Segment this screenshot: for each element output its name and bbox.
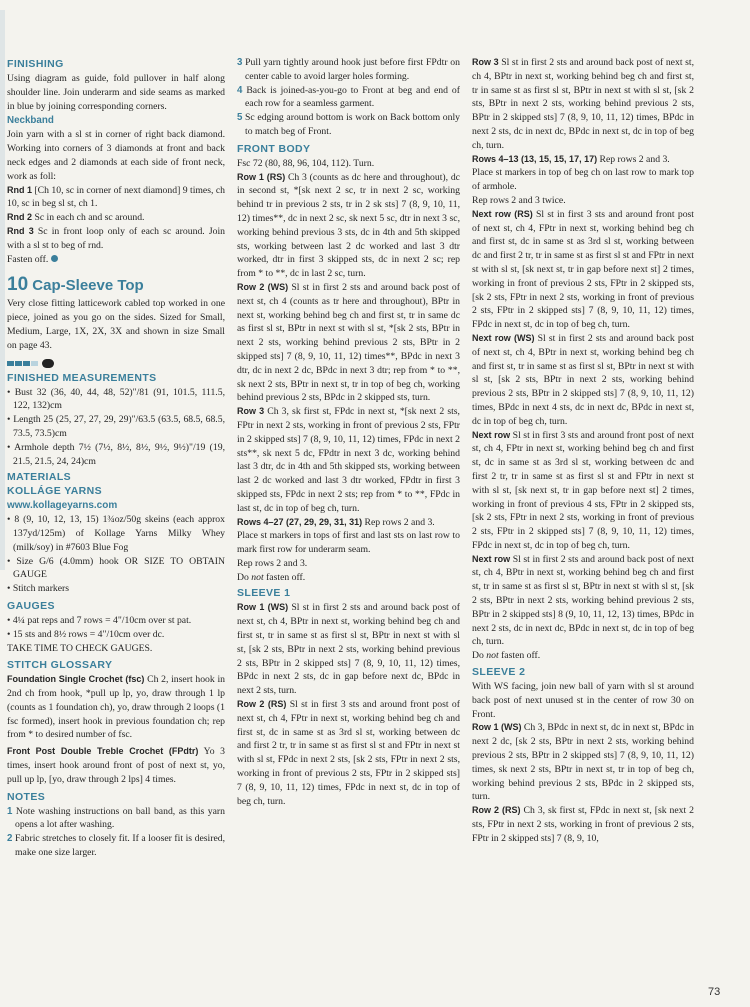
materials-brand: KOLLÁGE YARNS (7, 485, 103, 498)
front-do-not-fasten: Do not fasten off. (237, 571, 306, 583)
note-3: 3 Pull yarn tightly around hook just before first FPdtr on center cable to avoid larger holes forming. (237, 57, 460, 82)
front-rep: Rep rows 2 and 3. (237, 557, 308, 569)
measure-length: • Length 25 (25, 27, 27, 29, 29)"/63.5 (63.5, 68.5, 68.5, 73.5, 73.5)cm (7, 414, 225, 439)
front-body-heading: FRONT BODY (237, 142, 311, 155)
stitch-glossary-heading: STITCH GLOSSARY (7, 659, 113, 672)
page-number: 73 (708, 986, 721, 998)
sleeve1-next-ws: Next row (WS) Sl st in first 2 sts and around back post of next st, ch 4, BPtr in next st, working behind beg ch and first st, tr in same st as first sl st, BPtr in next st with sl st, [sk 2 sts, BPtr in next 2 sts, working behind previous 2 sts, BPtr in 2 skipped sts] 7 (8, 9, 10, 11, 12) times, BPdc in next 4 sts, dc in next dc, BPdc in next st, dc in top of beg ch, turn. (472, 332, 694, 427)
neckband-rnd2: Rnd 2 Sc in each ch and sc around. (7, 212, 145, 224)
gauge-pattern: • 4¼ pat reps and 7 rows = 4"/10cm over st pat. (7, 614, 192, 626)
gauges-heading: GAUGES (7, 599, 55, 612)
sleeve1-rep: Rep rows 2 and 3 twice. (472, 194, 566, 206)
sleeve2-intro: With WS facing, join new ball of yarn with sl st around back post of next unused st in the center of row 30 on Front. (472, 681, 694, 720)
skill-bar-icon (7, 361, 14, 366)
glossary-fsc: Foundation Single Crochet (fsc) Ch 2, insert hook in 2nd ch from hook, *pull up lp, yo, draw through 1 lp (counts as 1 foundation ch), yo, draw through 2 loops (1 fsc formed), insert hook in previous foundation ch; rep from * to desired number of fsc. (7, 674, 225, 741)
page-edge-strip (0, 10, 5, 570)
neckband-rnd1: Rnd 1 [Ch 10, sc in corner of next diamond] 9 times, ch 10, sc in beg sl st, ch 1. (7, 184, 225, 210)
skill-level-indicator (7, 357, 225, 366)
pattern-title: 10 Cap-Sleeve Top (7, 274, 144, 296)
finishing-text: Using diagram as guide, fold pullover in half along shoulder line. Join underarm and side seams as marked in blue by joining corresponding corners. (7, 73, 225, 112)
pattern-intro: Very close fitting latticework cabled top worked in one piece, joined as you go on the sides. Sized for Small, Medium, Large, 1X, 2X, 3X and shown in size Small on page 43. (7, 298, 225, 351)
glossary-fpdtr: Front Post Double Treble Crochet (FPdtr) Yo 3 times, insert hook around front of post of next st, yo, pull up lp, [yo, draw through 2 lps] 4 times. (7, 746, 225, 785)
sleeve1-next-row-2: Next row Sl st in first 2 sts and around back post of next st, ch 4, BPtr in next st, working behind beg ch and first st, tr in same st as first sl st, BPtr in next st with sl st, [sk 2 sts, BPtr in next 2 sts, working behind previous 2 sts, BPtr in 2 skipped sts] 8 (9, 10, 11, 12, 13) times, BPdc in next 2 sts, dc in next dc, BPdc in next st, dc in top of beg ch, turn. (472, 553, 694, 648)
note-1: 1 Note washing instructions on ball band, as this yarn opens a lot after washing. (7, 805, 226, 831)
neckband-heading: Neckband (7, 115, 54, 127)
notes-heading: NOTES (7, 790, 46, 803)
sleeve2-row-1: Row 1 (WS) Ch 3, BPdc in next st, dc in next st, BPdc in next 2 dc, [sk 2 sts, BPtr in next 2 sts, working behind previous 2 sts, BPtr in 2 skipped sts] 7 (8, 9, 10, 11, 12) times, sk next 2 sts, BPtr in next st, tr in top of beg ch, working behind previous 2 sts, BPdc in 2 skipped sts, turn. (472, 722, 694, 803)
skill-bar-icon (31, 361, 38, 366)
finishing-heading: FINISHING (7, 58, 64, 70)
sleeve-1-heading: SLEEVE 1 (237, 587, 291, 600)
front-row-2: Row 2 (WS) Sl st in first 2 sts and around back post of next st, ch 4 (counts as tr here and throughout), BPtr in next st, working behind beg ch and first st, tr in same dc as first sl st, BPtr in next st with sl st, *[sk 2 sts, BPtr in next 2 sts, working behind previous 2 sts, BPtr in 2 skipped sts] 7 (8, 9, 10, 11, 12) times**, BPdc in next 3 dtr, dc in next 2 dc, BPdc in next 3 dtr; rep from * to **, sk next 2 sts, BPtr in next st, tr in top of beg ch, working behind previous 2 sts, BPdc in 2 skipped sts, turn. (237, 281, 461, 404)
front-row-1: Row 1 (RS) Ch 3 (counts as dc here and throughout), dc in second st, *[sk next 2 sc, tr in next 2 sc, working behind tr in previous 2 sts, tr in 2 sk sts] 7 (8, 9, 10, 11, 12) times**, dc in next 2 sc, sk next 5 sc, dtr in next 3 sc, working behind previous 3 sts, dc in 4th and 5th skipped sts, working between last 2 dc worked and last 3 dtr worked, dtr in first 3 skipped sts, dc in next 2 sc; rep from * to **, dc in last 2 sc, turn. (237, 171, 460, 280)
neckband-fasten: Fasten off. (7, 253, 225, 267)
sleeve1-row-3: Row 3 Sl st in first 2 sts and around back post of next st, ch 4, BPtr in next st, working behind beg ch and first st, tr in same st as first sl st, BPtr in next st with sl st, [sk 2 sts, BPtr in next 2 sts, working behind previous 2 sts, BPtr in 2 skipped sts] 7 (8, 9, 10, 11, 12) times, BPdc in next 2 sts, dc in next dc, BPdc in next st, dc in top of beg ch, turn. (472, 57, 694, 151)
materials-url[interactable]: www.kollageyarns.com (7, 500, 118, 512)
sleeve-2-heading: SLEEVE 2 (472, 666, 526, 679)
sleeve1-next-row: Next row Sl st in first 3 sts and around front post of next st, ch 4, FPtr in next st, working behind beg ch and first st, dc in same st as 3rd sl st, working between dc and first 2 tr, tr in same st as first sl st and FPtr in next st with sl st, [sk next st, tr in gap before next st] 2 times, working in front of previous 4 sts, FPtr in 2 skipped sts, [sk 2 sts, FPtr in next 2 sts, working in front of previous 2 sts, FPtr in 2 skipped sts] 7 (8, 9, 10, 11, 12) times, FPdc in next st, dc in top of beg ch, turn. (472, 429, 695, 551)
note-4: 4 Back is joined-as-you-go to Front at beg and end of each row for a seamless garment. (237, 84, 460, 110)
sleeve1-row-2: Row 2 (RS) Sl st in first 3 sts and around front post of next st, ch 4, FPtr in next st, working behind beg ch and first st, dc in same st as 3rd sl st, working between dc and first 2 tr, tr in same st as first sl st and FPtr in next st with sl st, FPdc in next 2 sts, [sk 2 sts, FPtr in next 2 sts, working in front of previous 2 sts, FPtr in 2 skipped sts] 7 (8, 9, 10, 11, 12) times, FPdc in next st, dc in top of beg ch, turn. (237, 699, 460, 807)
materials-heading: MATERIALS (7, 471, 72, 484)
sleeve1-row-1: Row 1 (WS) Sl st in first 2 sts and around back post of next st, ch 4, BPtr in next st, working behind beg ch and first st, tr in same st as first sl st, BPtr in next st with sl st, [sk 2 sts, BPtr in next 2 sts, working behind previous 2 sts, BPtr in 2 skipped sts] 7 (8, 9, 10, 11, 12) times, BPdc in next 2 sts, dc in gap before next dc, BPdc in next 2 sts, turn. (237, 602, 461, 697)
skill-bar-icon (23, 361, 30, 366)
measure-bust: • Bust 32 (36, 40, 44, 48, 52)"/81 (91, 101.5, 111.5, 122, 132)cm (7, 386, 225, 412)
sleeve1-rows-4-13: Rows 4–13 (13, 15, 15, 17, 17) Rep rows 2 and 3. (472, 153, 670, 165)
column-2 (237, 56, 460, 808)
front-rows-4-27: Rows 4–27 (27, 29, 29, 31, 31) Rep rows 2 and 3. (237, 516, 435, 528)
measure-armhole: • Armhole depth 7½ (7½, 8½, 8½, 9½, 9½)"/19 (19, 21.5, 21.5, 24, 24)cm (7, 441, 225, 467)
neckband-rnd3: Rnd 3 Sc in front loop only of each sc around. Join with a sl st to beg of rnd. (7, 225, 225, 251)
yarn-weight-icon (42, 359, 54, 368)
material-markers: • Stitch markers (7, 583, 70, 595)
column-3 (472, 56, 694, 846)
gauge-dc: • 15 sts and 8½ rows = 4"/10cm over dc. (7, 628, 165, 640)
finished-measurements-heading: FINISHED MEASUREMENTS (7, 371, 157, 384)
skill-bar-icon (15, 361, 22, 366)
neckband-text: Join yarn with a sl st in corner of right back diamond. Working into corners of 3 diamonds at front and back neck edges and 2 diamonds at each side of front neck, work as foll: (7, 129, 225, 182)
sleeve1-do-not-fasten: Do not fasten off. (472, 650, 541, 662)
column-1 (7, 56, 225, 860)
sleeve1-next-rs: Next row (RS) Sl st in first 3 sts and around front post of next st, ch 4, FPtr in next st, working behind beg ch and first st, dc in same st as 3rd sl st, working between dc and first 2 tr, tr in same st as first sl st and FPtr in next st with sl st, [sk next st, tr in gap before next st] 2 times, working in front of previous 2 sts, FPtr in 2 skipped sts, [sk 2 sts, FPtr in next 2 sts, working in front of previous 2 sts, FPtr in 2 skipped sts] 7 (8, 9, 10, 11, 12) times, FPdc in next st, dc in top of beg ch, turn. (472, 208, 694, 331)
sleeve1-markers: Place st markers in top of beg ch on last row to mark top of armhole. (472, 167, 694, 193)
material-yarn: • 8 (9, 10, 12, 13, 15) 1¾oz/50g skeins (each approx 137yd/125m) of Kollage Yarns Milky Whey (milk/soy) in #7603 Blue Fog (7, 514, 225, 553)
front-row-3: Row 3 Ch 3, sk first st, FPdc in next st, *[sk next 2 sts, FPtr in next 2 sts, working in front of previous 2 sts, FPtr in 2 skipped sts] 7 (8, 9, 10, 11, 12) times, FPdc in next 2 sts**, sk next 5 dc, FPdtr in next 3 dc, working behind last 3 dtr, dc in 4th and 5th skipped sts, working between last 2 dc worked and last 3 dtr worked, FPdtr in first 3 skipped sts, FPdc in next 2 sts; rep from * to **, FPdc in last st, dc in top of beg ch, turn. (237, 406, 460, 514)
material-hook: • Size G/6 (4.0mm) hook OR SIZE TO OBTAIN GAUGE (7, 555, 225, 581)
note-5: 5 Sc edging around bottom is work on Back bottom only to match beg of Front. (237, 112, 460, 137)
sleeve2-row-2: Row 2 (RS) Ch 3, sk first st, FPdc in next st, [sk next 2 sts, FPtr in next 2 sts, working in front of previous 2 sts, FPtr in 2 skipped sts] 7 (8, 9, 10, (472, 805, 694, 844)
front-markers: Place st markers in tops of first and last sts on last row to mark first row for underarm seam. (237, 530, 460, 556)
front-body-fsc: Fsc 72 (80, 88, 96, 104, 112). Turn. (237, 157, 375, 169)
gauge-note: TAKE TIME TO CHECK GAUGES. (7, 642, 153, 654)
end-dot-icon (51, 255, 58, 262)
note-2: 2 Fabric stretches to closely fit. If a looser fit is desired, make one size larger. (7, 833, 226, 859)
